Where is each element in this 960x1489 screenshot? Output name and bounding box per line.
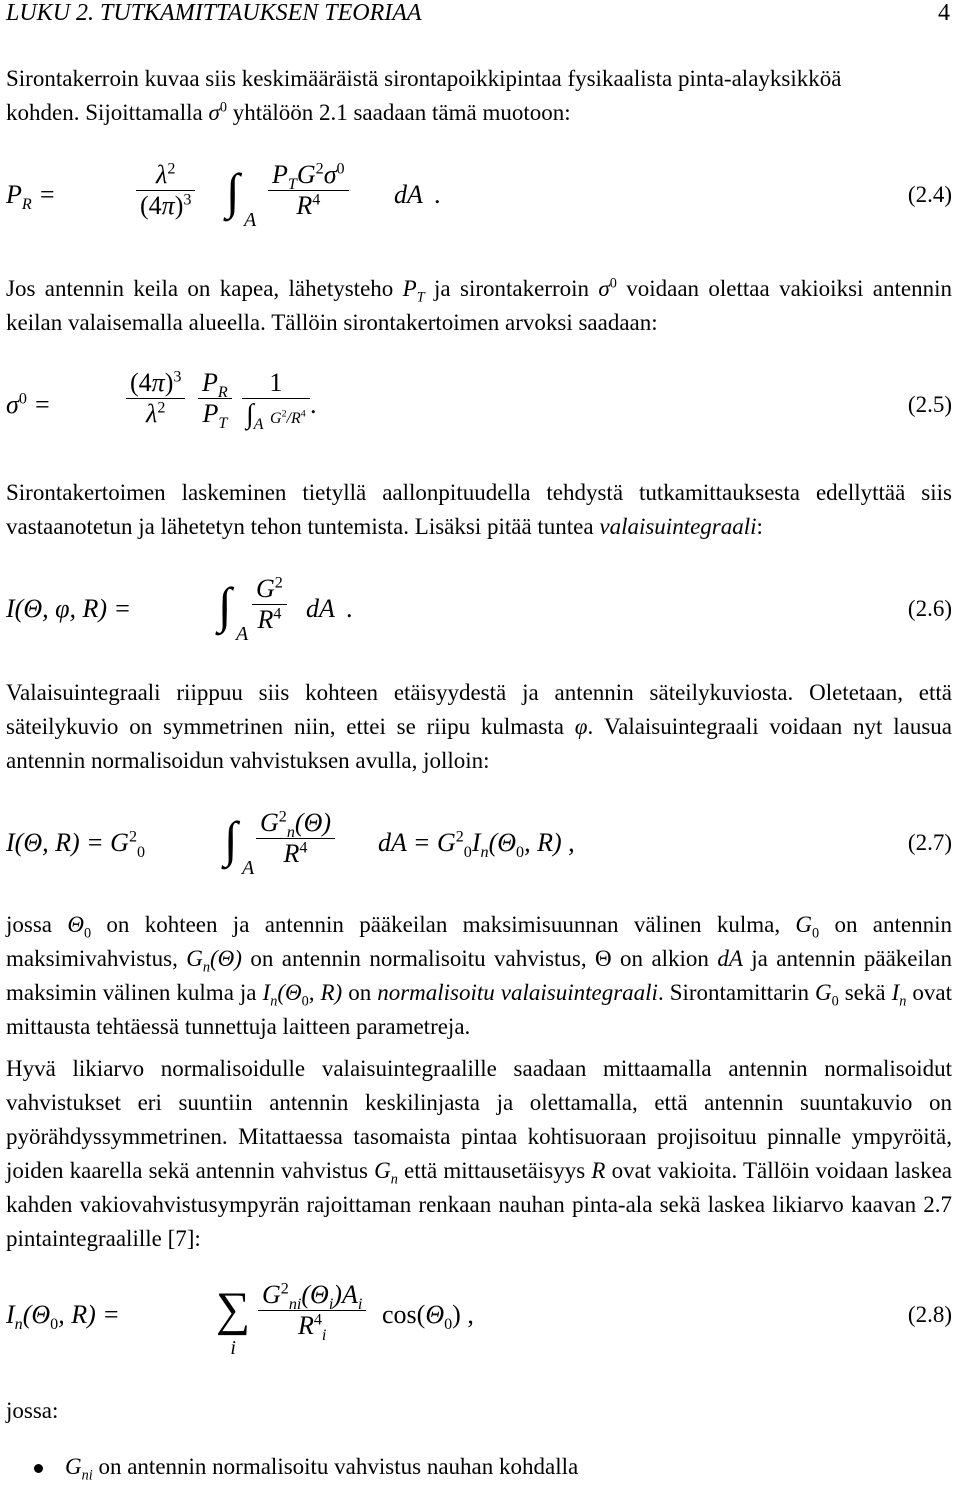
running-header: [6, 0, 954, 30]
term-valaisuintegraali: valaisuintegraali: [599, 514, 757, 539]
paragraph-6: Hyvä likiarvo normalisoidulle valaisuintegraalille saadaan mittaamalla antennin normalisoidut vahvistukset eri suuntiin antennin keskilinjasta ja olettamalla, että antennin suuntakuvio on pyörähdyssymmetrinen. Mitattaessa tasomaista pintaa kohtisuoraan projisoituu pinnalle ympyröitä, joiden kaarella sekä antennin vahvistus $G_n$ että mittausetäisyys R ovat vakioita. Tällöin voidaan laskea kahden vakiovahvistusympyrän rajoittaman renkaan nauhan pinta-ala sekä laskea likiarvo kaavan 2.7 pintaintegraalille [7]:: [6, 1056, 952, 1251]
paragraph-1: Sirontakerroin kuvaa siis keskimääräistä sirontapoikkipintaa fysikaalista pinta-alayksikköä kohden. Sijoittamalla $\sigma^0$ yhtälöön 2.1 saadaan tämä muotoon:: [6, 66, 842, 125]
equation-number: (2.7): [907, 830, 952, 855]
equation-number: (2.8): [907, 1302, 952, 1327]
chapter-title: LUKU 2. TUTKAMITTAUKSEN TEORIAA: [6, 0, 422, 26]
paragraph-4: Valaisuintegraali riippuu siis kohteen etäisyydestä ja antennin säteilykuviosta. Oletetaan, että säteilykuvio on symmetrinen niin, ettei se riipu kulmasta φ. Valaisuintegraali voidaan nyt lausua antennin normalisoidun vahvistuksen avulla, jolloin:: [6, 680, 952, 773]
equation-2-7: I(Θ, $R) = G^2_0$ ∫ A $\frac{G^2_n(\Theta)}{R^4}$ dA = $G^2_0I_n(\Theta_0$, R) , (2.7): [6, 808, 952, 879]
paragraph-1-line-1: Sirontakerroin kuvaa siis keskimääräistä sirontapoikkipintaa fysikaalista pinta-alayksikköä: [6, 66, 842, 91]
paragraph-2: Jos antennin keila on kapea, lähetysteho $P_T$ ja sirontakerroin $\sigma^0$ voidaan olettaa vakioiksi antennin keilan valaisemalla alueella. Tällöin sirontakertoimen arvoksi saadaan:: [6, 275, 952, 335]
equation-2-4: $P_R$ = $\frac{\lambda^2}{(4\pi)^3}$ ∫ A $P_TG^2\sigma^0$ $R^4$ dA . (2.4): [6, 160, 952, 231]
equation-number: (2.4): [907, 182, 952, 207]
paragraph-7: jossa:: [6, 1398, 59, 1423]
equation-number: (2.6): [907, 596, 952, 621]
paragraph-5: jossa $\Theta_0$ on kohteen ja antennin pääkeilan maksimisuunnan välinen kulma, $G_0$ on antennin maksimivahvistus, $G_n(\Theta)$ on antennin normalisoitu vahvistus, Θ on alkion dA ja antennin pääkeilan maksimin välinen kulma ja $I_n(\Theta_0$, R) on normalisoitu valaisuintegraali. Sirontamittarin $G_0$ sekä $I_n$ ovat mittausta tehtäessä tunnettuja laitteen parametreja.: [6, 912, 952, 1039]
list-item: $G_{ni}$ on antennin normalisoitu vahvistus nauhan kohdalla: [34, 1450, 934, 1484]
equation-2-6: I(Θ, φ, R) = ∫ A $\frac{G^2}{R^4}$ dA . (2.6): [6, 574, 952, 645]
equation-number: (2.5): [907, 392, 952, 417]
paragraph-3: Sirontakertoimen laskeminen tietyllä aallonpituudella tehdystä tutkamittauksesta edellyttää siis vastaanotetun ja lähetetyn tehon tuntemista. Lisäksi pitää tuntea valaisuintegraali:: [6, 480, 952, 539]
equation-2-5: $\sigma^0$ = $\frac{(4\pi)^3}{\lambda^2}$ $\frac{P_R}{P_T}$ $\frac{1}{\int_A G^2/R^4}$ . (2.5): [6, 368, 952, 434]
page-number: 4: [938, 0, 950, 26]
term-normalisoitu-valaisuintegraali: normalisoitu valaisuintegraali: [377, 980, 658, 1005]
equation-2-8: $I_n(\Theta_0$, R) = ∑ i $\frac{G^2_{ni}(\Theta_i)A_i}{R^4_i}$ $\cos(\Theta_0)$ , (2.8): [6, 1280, 952, 1359]
bullet-icon: [34, 1464, 43, 1473]
